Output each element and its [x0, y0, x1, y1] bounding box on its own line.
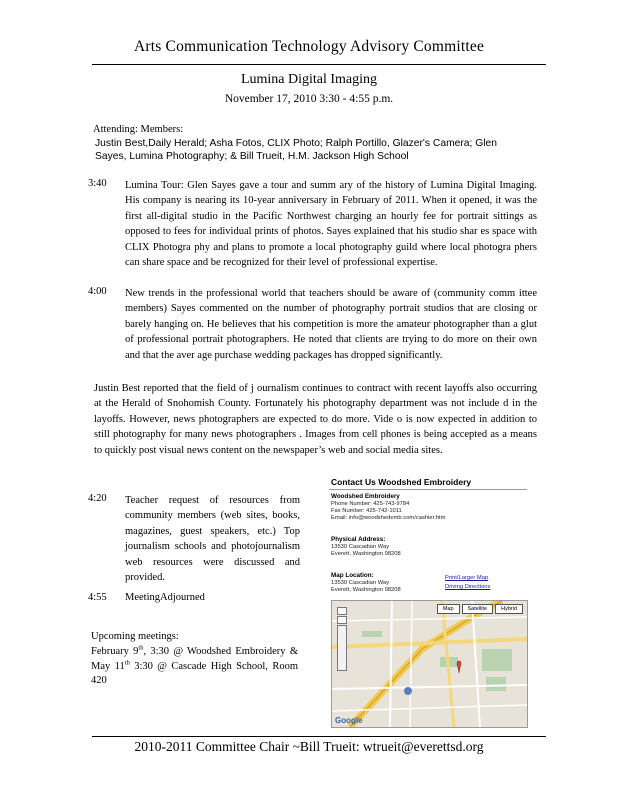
physical-address-label: Physical Address:: [331, 536, 386, 543]
map-street: 13530 Cascadian Way: [331, 580, 390, 586]
map-type-map-button[interactable]: Map: [437, 604, 460, 614]
map-city: Everett, Washington 98208: [331, 587, 401, 593]
map-type-buttons: [437, 604, 523, 614]
committee-chair-footer: 2010-2011 Committee Chair ~Bill Trueit: wtrueit@everettsd.org: [134, 739, 484, 754]
map-type-satellite-button[interactable]: Satellite: [462, 604, 494, 614]
driving-directions-link[interactable]: Driving Directions: [445, 584, 491, 590]
agenda-time: 4:55: [88, 592, 107, 603]
contact-map-clipping: [325, 474, 531, 731]
header-rule: [92, 64, 546, 65]
zoom-in-icon[interactable]: [337, 607, 347, 615]
ordinal-suffix: th: [138, 644, 144, 652]
agenda-item-resources: Teacher request of resources from community members (web sites, books, magazines, guest speakers, etc.) Top journalism schools and photojournalism web resources were discussed and provided.: [125, 495, 300, 584]
members-list: Justin Best,Daily Herald; Asha Fotos, CLIX Photo; Ralph Portillo, Glazer's Camera; Glen Sayes, Lumina Photography; & Bill Trueit, H.M. Jackson High School: [95, 138, 498, 162]
agenda-item-adjourned: MeetingAdjourned: [125, 592, 205, 603]
zoom-slider[interactable]: [337, 625, 347, 671]
agenda-item-journalism: Justin Best reported that the field of j ournalism continues to contract with recent layoffs also occurring at the Herald of Snohomish County. Fortunately his photography department was not include d in the layoffs. However, news photographers are expected to do more. Vide o is now expected in addition to still photography for many news photographers . Images from cell phones is being accepted as a means to quickly post visual news content on the newspaper’s web and social media sites.: [94, 383, 537, 456]
agenda-time: 4:00: [88, 286, 107, 297]
location-map[interactable]: [331, 600, 528, 728]
clip-divider: [329, 489, 527, 490]
committee-title: Arts Communication Technology Advisory Committee: [133, 38, 485, 55]
larger-map-link[interactable]: Print/Larger Map: [445, 575, 489, 581]
contact-tab-title: Contact Us Woodshed Embroidery: [331, 477, 472, 487]
map-roads: [332, 601, 527, 727]
meeting-title: Lumina Digital Imaging: [240, 72, 378, 87]
upcoming-text-c: 3:30 @ Cascade High School, Room 420: [91, 660, 299, 686]
physical-city: Everett, Washington 98208: [331, 551, 401, 557]
agenda-time: 3:40: [88, 178, 107, 189]
attending-label: Attending: Members:: [93, 124, 184, 135]
zoom-out-icon[interactable]: [337, 616, 347, 624]
agenda-item-tour: Lumina Tour: Glen Sayes gave a tour and summ ary of the history of Lumina Digital Imaging. His company is nearing its 10-year anniversary in February of 2011. When it opened, it was the first all-digital studio in the Pacific Northwest charging an hourly fee for portrait sittings as opposed to fees for individual prints of photos. Sayes explained that his studio shar es space with CLIX Photogra phy and plans to promote a local photography guild where local photogra phers can share space and be recognized for their level of professional expertise.: [125, 180, 537, 269]
business-name: Woodshed Embroidery: [331, 493, 400, 500]
google-logo: Google: [335, 716, 363, 725]
meeting-date: November 17, 2010 3:30 - 4:55 p.m.: [224, 93, 394, 105]
phone-number: Phone Number: 425-743-9784: [331, 501, 410, 507]
physical-street: 13530 Cascadian Way: [331, 544, 390, 550]
footer-rule: [92, 736, 546, 737]
map-type-hybrid-button[interactable]: Hybrid: [495, 604, 523, 614]
agenda-item-trends: New trends in the professional world that teachers should be aware of (community comm ittee members) Sayes commented on the number of photography portrait studios that are closing or barely hanging on. He believes that his competition is more the amateur photographer than a glut of professional portrait photographers. He noted that clients are trying to do more on their own and that the aver age purchase wedding packages has dropped significantly.: [125, 288, 537, 361]
upcoming-meetings-text: [91, 645, 298, 689]
email-address: Email: info@woodshedemb.com/cashier.htm: [331, 515, 446, 521]
map-location-label: Map Location:: [331, 572, 374, 579]
upcoming-meetings-label: Upcoming meetings:: [91, 631, 179, 642]
agenda-time: 4:20: [88, 493, 107, 504]
upcoming-text-b: , 3:30 @ Woodshed Embroidery & May 11: [91, 646, 298, 672]
upcoming-text-a: February 9: [91, 646, 139, 657]
fax-number: Fax Number: 425-742-1011: [331, 508, 402, 514]
map-zoom-control[interactable]: [337, 607, 346, 672]
ordinal-suffix: th: [124, 659, 130, 666]
